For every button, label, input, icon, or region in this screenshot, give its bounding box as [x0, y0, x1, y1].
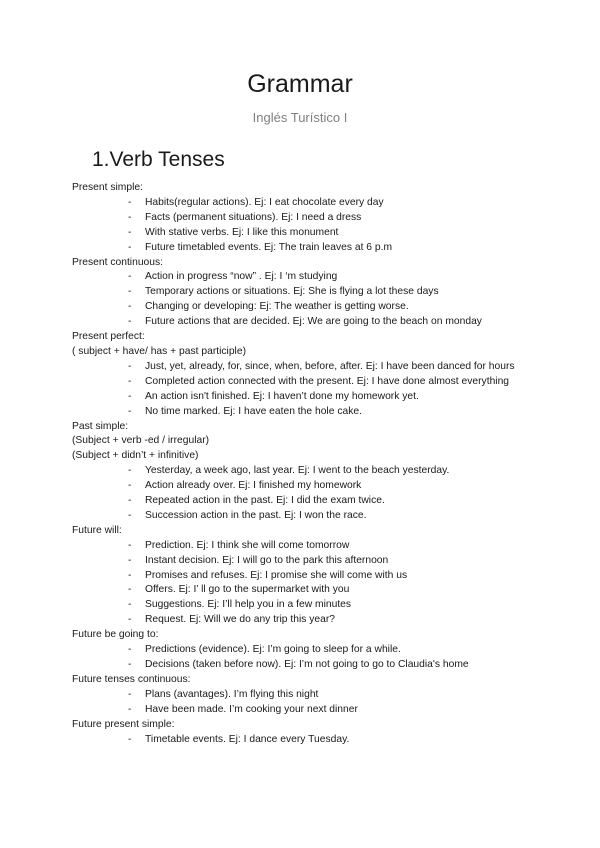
list-item-text: Offers. Ej: I’ ll go to the supermarket with you: [145, 584, 350, 596]
list-item-text: Completed action connected with the present. Ej: I have done almost everything: [145, 375, 510, 387]
bullet-dash-icon: -: [128, 644, 132, 656]
tense-section: [72, 256, 542, 331]
tense-formula: ( subject + have/ has + past participle): [72, 345, 246, 357]
list-item: [72, 554, 542, 569]
usage-list: [72, 539, 542, 628]
tense-label: Future tenses continuous:: [72, 673, 191, 685]
list-item-text: Timetable events. Ej: I dance every Tuesday.: [145, 733, 350, 745]
bullet-dash-icon: -: [128, 733, 132, 745]
bullet-dash-icon: -: [128, 569, 132, 581]
bullet-dash-icon: -: [128, 509, 132, 521]
list-item-text: Plans (avantages). I’m flying this night: [145, 688, 319, 700]
list-item-text: Succession action in the past. Ej: I won the race.: [145, 509, 367, 521]
list-item-text: Prediction. Ej: I think she will come tomorrow: [145, 539, 350, 551]
tense-section: [72, 420, 542, 524]
list-item: [72, 390, 542, 405]
tense-section: [72, 673, 542, 718]
list-item: [72, 285, 542, 300]
bullet-dash-icon: -: [128, 599, 132, 611]
list-item: [72, 494, 542, 509]
tense-label: Present continuous:: [72, 256, 164, 268]
list-item: [72, 509, 542, 524]
list-item: [72, 211, 542, 226]
list-item-text: Facts (permanent situations). Ej: I need a dress: [145, 211, 362, 223]
usage-list: [72, 733, 542, 748]
bullet-dash-icon: -: [128, 301, 132, 313]
list-item-text: An action isn't finished. Ej: I haven’t done my homework yet.: [145, 390, 419, 402]
bullet-dash-icon: -: [128, 495, 132, 507]
list-item: [72, 375, 542, 390]
document-title: Grammar: [247, 70, 353, 98]
bullet-dash-icon: -: [128, 480, 132, 492]
tense-section: [72, 718, 542, 748]
usage-list: [72, 643, 542, 673]
bullet-dash-icon: -: [128, 211, 132, 223]
list-item: [72, 703, 542, 718]
bullet-dash-icon: -: [128, 539, 132, 551]
list-item-text: Future actions that are decided. Ej: We are going to the beach on monday: [145, 316, 482, 328]
usage-list: [72, 464, 542, 524]
usage-list: [72, 196, 542, 256]
list-item-text: Predictions (evidence). Ej: I’m going to sleep for a while.: [145, 644, 401, 656]
document-subtitle: Inglés Turístico I: [252, 110, 348, 125]
list-item-text: Decisions (taken before now). Ej: I’m not going to go to Claudia's home: [145, 659, 469, 670]
list-item: [72, 598, 542, 613]
list-item-text: Have been made. I’m cooking your next dinner: [145, 703, 358, 715]
bullet-dash-icon: -: [128, 241, 132, 253]
bullet-dash-icon: -: [128, 360, 132, 372]
bullet-dash-icon: -: [128, 405, 132, 417]
list-item: [72, 241, 542, 256]
bullet-dash-icon: -: [128, 286, 132, 298]
bullet-dash-icon: -: [128, 659, 132, 670]
list-item-text: Promises and refuses. Ej: I promise she will come with us: [145, 569, 408, 581]
list-item-text: Instant decision. Ej: I will go to the park this afternoon: [145, 554, 389, 566]
bullet-dash-icon: -: [128, 688, 132, 700]
bullet-dash-icon: -: [128, 390, 132, 402]
tense-label: Future present simple:: [72, 718, 175, 730]
bullet-dash-icon: -: [128, 271, 132, 283]
bullet-dash-icon: -: [128, 196, 132, 208]
bullet-dash-icon: -: [128, 614, 132, 626]
document-body: [72, 181, 542, 747]
list-item: [72, 658, 542, 673]
list-item: [72, 583, 542, 598]
list-item: [72, 733, 542, 748]
tense-label: Future be going to:: [72, 629, 159, 641]
list-item-text: Future timetabled events. Ej: The train leaves at 6 p.m: [145, 241, 393, 253]
tense-label: Present simple:: [72, 182, 143, 193]
list-item-text: Habits(regular actions). Ej: I eat chocolate every day: [145, 196, 384, 208]
list-item: [72, 464, 542, 479]
list-item: [72, 270, 542, 285]
tense-formula: (Subject + didn’t + infinitive): [72, 450, 199, 462]
bullet-dash-icon: -: [128, 316, 132, 328]
bullet-dash-icon: -: [128, 584, 132, 596]
tense-section: [72, 330, 542, 419]
bullet-dash-icon: -: [128, 703, 132, 715]
list-item-text: Request. Ej: Will we do any trip this year?: [145, 614, 335, 626]
section-heading: 1.Verb Tenses: [92, 148, 225, 171]
list-item-text: With stative verbs. Ej: I like this monument: [145, 226, 339, 238]
bullet-dash-icon: -: [128, 554, 132, 566]
bullet-dash-icon: -: [128, 226, 132, 238]
list-item: [72, 226, 542, 241]
list-item: [72, 539, 542, 554]
list-item: [72, 688, 542, 703]
bullet-dash-icon: -: [128, 375, 132, 387]
list-item: [72, 643, 542, 658]
tense-label: Present perfect:: [72, 331, 145, 343]
list-item-text: Just, yet, already, for, since, when, before, after. Ej: I have been danced for hours: [145, 360, 515, 372]
list-item-text: Action in progress “now” . Ej: I ‘m studying: [145, 271, 338, 283]
tense-label: Future will:: [72, 524, 122, 536]
list-item: [72, 300, 542, 315]
list-item-text: Repeated action in the past. Ej: I did the exam twice.: [145, 495, 385, 507]
list-item-text: Temporary actions or situations. Ej: She is flying a lot these days: [145, 286, 439, 298]
list-item: [72, 569, 542, 584]
bullet-dash-icon: -: [128, 465, 132, 477]
list-item-text: Suggestions. Ej: I’ll help you in a few minutes: [145, 599, 352, 611]
list-item-text: Action already over. Ej: I finished my homework: [145, 480, 362, 492]
usage-list: [72, 270, 542, 330]
list-item: [72, 405, 542, 420]
tense-section: [72, 181, 542, 256]
list-item-text: Changing or developing: Ej: The weather is getting worse.: [145, 301, 409, 313]
list-item: [72, 360, 542, 375]
tense-section: [72, 524, 542, 628]
list-item: [72, 196, 542, 211]
usage-list: [72, 360, 542, 420]
tense-formula: (Subject + verb -ed / irregular): [72, 435, 210, 447]
list-item: [72, 613, 542, 628]
list-item-text: No time marked. Ej: I have eaten the hole cake.: [145, 405, 362, 417]
list-item: [72, 315, 542, 330]
usage-list: [72, 688, 542, 718]
list-item: [72, 479, 542, 494]
tense-section: [72, 628, 542, 673]
list-item-text: Yesterday, a week ago, last year. Ej: I went to the beach yesterday.: [145, 465, 450, 477]
tense-label: Past simple:: [72, 420, 129, 432]
